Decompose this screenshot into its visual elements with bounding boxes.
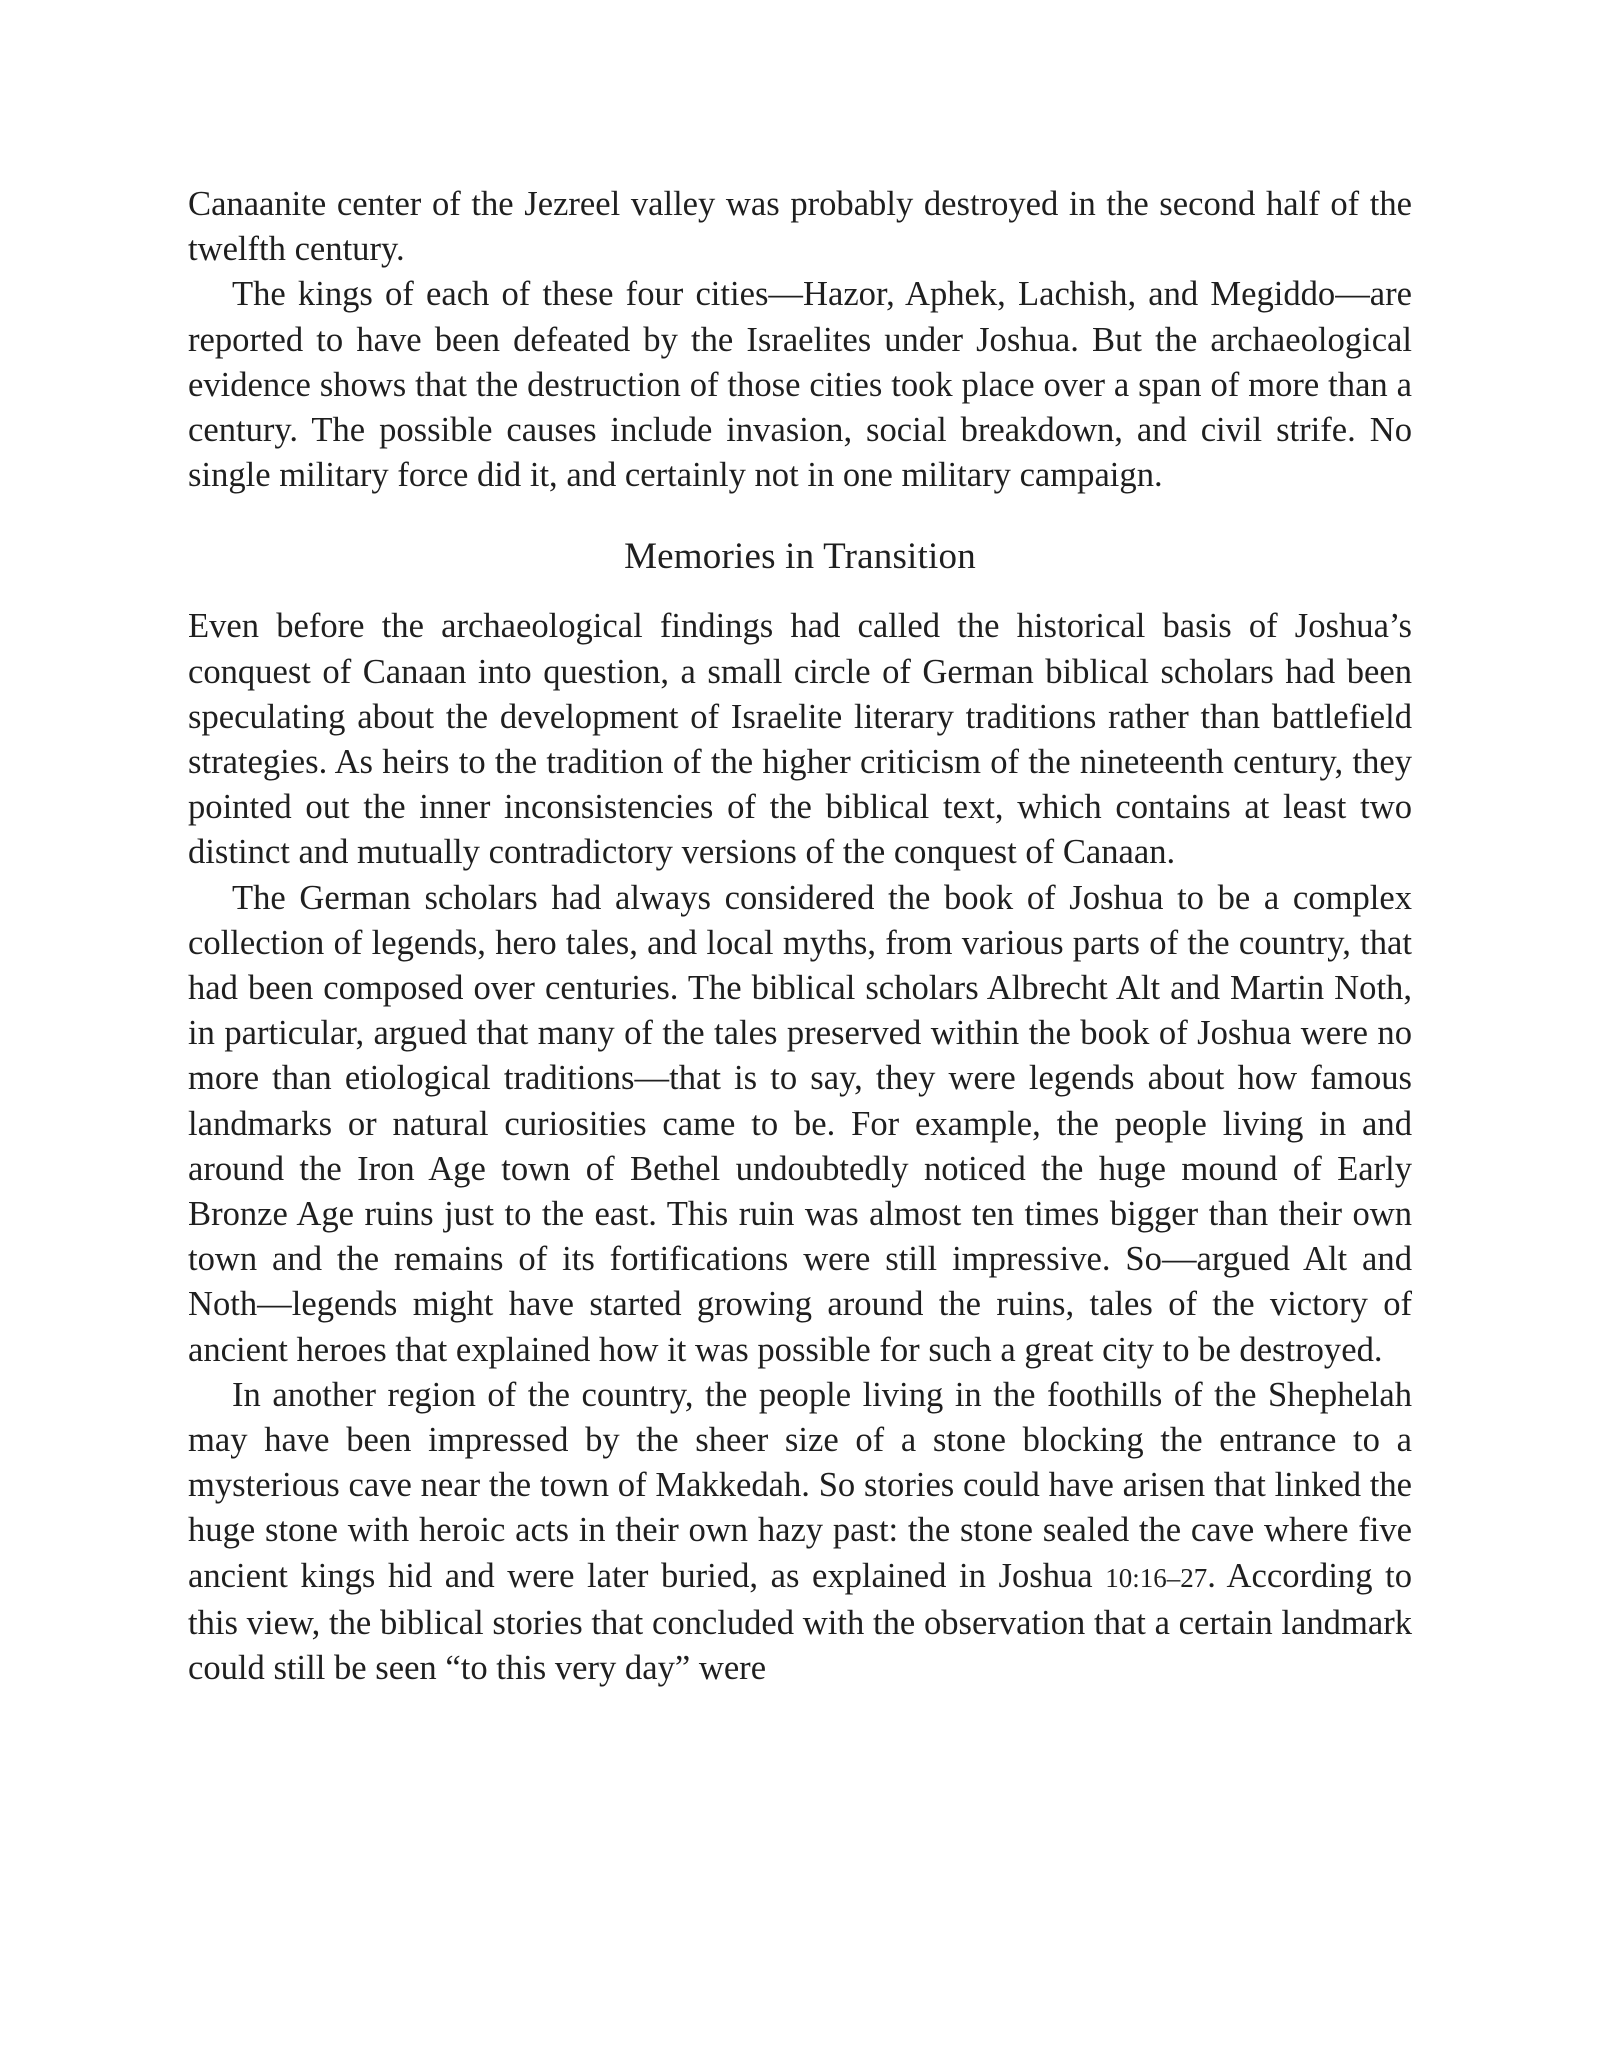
paragraph-5-text-end: . According to this view, the biblical stories that concluded with the observation that a certain landmark could still be seen “to this very day” were — [188, 1556, 1412, 1688]
paragraph-5-text-start: In another region of the country, the people living in the foothills of the Shephelah may have been impressed by the sheer size of a stone blocking the entrance to a mysterious cave near the town of Makkedah. So stories could have arisen that linked the huge stone with heroic acts in their own hazy past: the stone sealed the cave where five ancient kings hid and were later buried, as explained in Joshua — [188, 1375, 1412, 1595]
body-paragraph-5 — [188, 1373, 1412, 1691]
body-paragraph-3: Even before the archaeological findings had called the historical basis of Joshua’s conquest of Canaan into question, a small circle of German biblical scholars had been speculating about the development of Israelite literary traditions rather than battlefield strategies. As heirs to the tradition of the higher criticism of the nineteenth century, they pointed out the inner inconsistencies of the biblical text, which contains at least two distinct and mutually contradictory versions of the conquest of Canaan. — [188, 607, 1412, 872]
scripture-reference: 10:16–27 — [1105, 1562, 1208, 1593]
body-paragraph-2: The kings of each of these four cities—Hazor, Aphek, Lachish, and Megiddo—are reported to have been defeated by the Israelites under Joshua. But the archaeological evidence shows that the destruction of those cities took place over a span of more than a century. The possible causes include invasion, social breakdown, and civil strife. No single military force did it, and certainly not in one military campaign. — [188, 275, 1412, 495]
book-page — [188, 182, 1412, 1691]
body-paragraph-4: The German scholars had always considered the book of Joshua to be a complex collection of legends, hero tales, and local myths, from various parts of the country, that had been composed over centuries. The biblical scholars Albrecht Alt and Martin Noth, in particular, argued that many of the tales preserved within the book of Joshua were no more than etiological traditions—that is to say, they were legends about how famous landmarks or natural curiosities came to be. For example, the people living in and around the Iron Age town of Bethel undoubtedly noticed the huge mound of Early Bronze Age ruins just to the east. This ruin was almost ten times bigger than their own town and the remains of its fortifications were still impressive. So—argued Alt and Noth—legends might have started growing around the ruins, tales of the victory of ancient heroes that explained how it was possible for such a great city to be destroyed. — [188, 878, 1412, 1369]
body-paragraph-1: Canaanite center of the Jezreel valley was probably destroyed in the second half of the twelfth century. — [188, 185, 1412, 269]
section-heading: Memories in Transition — [624, 536, 976, 578]
